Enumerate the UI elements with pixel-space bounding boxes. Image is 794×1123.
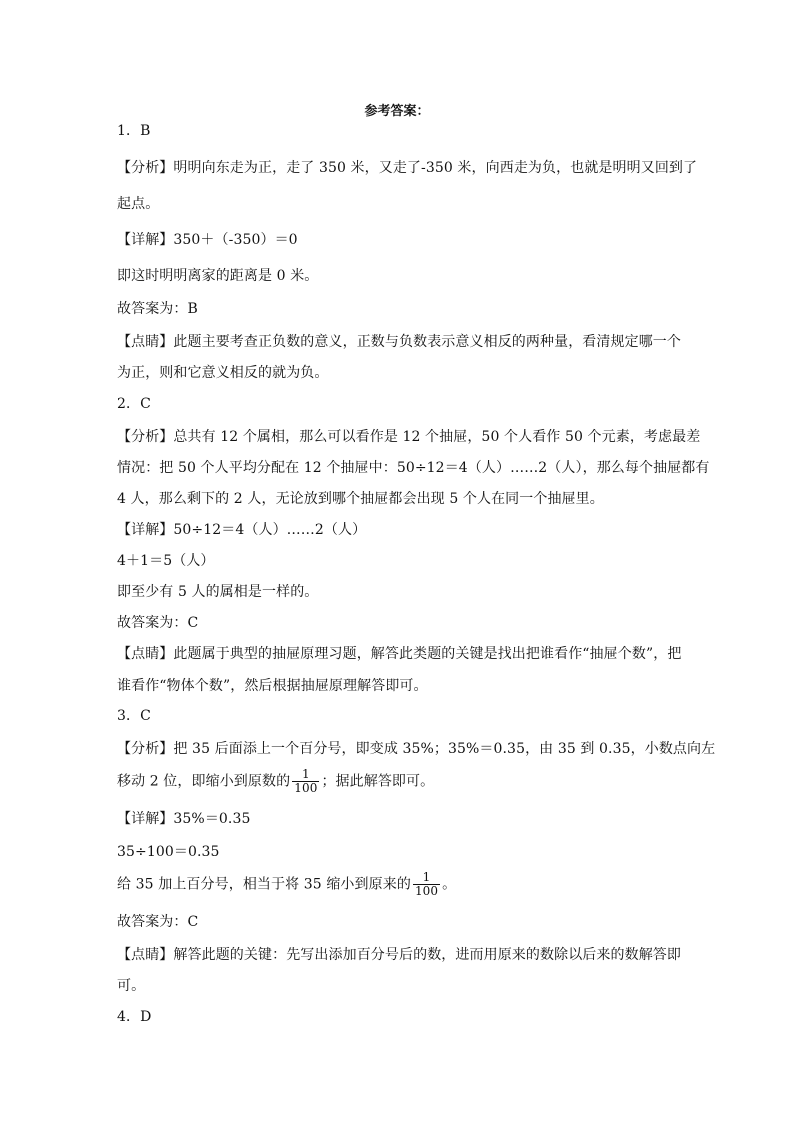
analysis-tag: 【分析】 bbox=[117, 160, 174, 176]
q3-detail-line-3 bbox=[117, 871, 456, 898]
fraction-numerator: 1 bbox=[301, 767, 310, 781]
fraction-numerator: 1 bbox=[422, 870, 431, 884]
analysis-text: 明明向东走为正，走了 350 米，又走了-350 米，向西走为负，也就是明明又回到了 bbox=[173, 160, 698, 176]
q2-analysis-line-3: 4 人，那么剩下的 2 人，无论放到哪个抽屉都会出现 5 个人在同一个抽屉里。 bbox=[117, 491, 604, 507]
q1-detail-line-1 bbox=[117, 231, 298, 249]
q2-detail-line-2: 4＋1＝5（人） bbox=[117, 553, 215, 569]
q1-analysis-line-2: 起点。 bbox=[117, 196, 160, 212]
q3-number: 3．C bbox=[117, 708, 151, 724]
fraction-denominator: 100 bbox=[294, 781, 318, 795]
q3-comment-line-1 bbox=[117, 946, 681, 964]
analysis-text: 把 35 后面添上一个百分号，即变成 35%；35%＝0.35，由 35 到 0.35，小数点向左 bbox=[173, 741, 716, 757]
q1-comment-line-1 bbox=[117, 333, 681, 351]
fraction-one-hundredth bbox=[413, 871, 440, 898]
detail-text: 给 35 加上百分号，相当于将 35 缩小到原来的 bbox=[117, 876, 411, 893]
analysis-text: ；据此解答即可。 bbox=[321, 773, 435, 790]
detail-tag: 【详解】 bbox=[117, 522, 174, 538]
q2-answer: 故答案为：C bbox=[117, 615, 199, 631]
q4-number: 4．D bbox=[117, 1009, 152, 1025]
comment-text: 此题属于典型的抽屉原理习题，解答此类题的关键是找出把谁看作“抽屉个数”，把 bbox=[173, 646, 682, 662]
fraction-one-hundredth bbox=[292, 768, 319, 795]
detail-tag: 【详解】 bbox=[117, 811, 174, 827]
comment-tag: 【点睛】 bbox=[117, 646, 174, 662]
detail-text: 350＋（-350）＝0 bbox=[173, 232, 298, 248]
q1-number: 1．B bbox=[117, 123, 151, 139]
detail-text: 50÷12＝4（人）……2（人） bbox=[173, 522, 367, 538]
q3-detail-line-2: 35÷100＝0.35 bbox=[117, 844, 220, 860]
q2-analysis-line-1 bbox=[117, 428, 700, 446]
analysis-text: 总共有 12 个属相，那么可以看作是 12 个抽屉，50 个人看作 50 个元素，考虑最差 bbox=[173, 429, 701, 445]
q2-comment-line-2: 谁看作“物体个数”，然后根据抽屉原理解答即可。 bbox=[117, 678, 428, 694]
q3-detail-line-1 bbox=[117, 810, 251, 828]
q2-comment-line-1 bbox=[117, 645, 681, 663]
comment-tag: 【点睛】 bbox=[117, 947, 174, 963]
q1-detail-line-2: 即这时明明离家的距离是 0 米。 bbox=[117, 268, 319, 284]
detail-text: 。 bbox=[442, 876, 457, 893]
detail-tag: 【详解】 bbox=[117, 232, 174, 248]
q3-answer: 故答案为：C bbox=[117, 914, 199, 930]
q3-analysis-line-1 bbox=[117, 740, 715, 758]
q3-comment-line-2: 可。 bbox=[117, 978, 146, 994]
q3-analysis-line-2 bbox=[117, 768, 434, 795]
q2-analysis-line-2: 情况：把 50 个人平均分配在 12 个抽屉中：50÷12＝4（人）……2（人），那么每个抽屉都有 bbox=[117, 460, 710, 476]
analysis-text: 移动 2 位，即缩小到原数的 bbox=[117, 773, 291, 790]
comment-text: 此题主要考查正负数的意义，正数与负数表示意义相反的两种量，看清规定哪一个 bbox=[173, 334, 682, 350]
q1-answer: 故答案为：B bbox=[117, 301, 198, 317]
fraction-denominator: 100 bbox=[414, 884, 439, 898]
q2-detail-line-1 bbox=[117, 521, 366, 539]
q1-analysis-line-1 bbox=[117, 159, 697, 177]
analysis-tag: 【分析】 bbox=[117, 741, 174, 757]
comment-text: 解答此题的关键：先写出添加百分号后的数，进而用原来的数除以后来的数解答即 bbox=[173, 947, 682, 963]
detail-text: 35%＝0.35 bbox=[173, 811, 251, 827]
q1-comment-line-2: 为正，则和它意义相反的就为负。 bbox=[117, 365, 329, 381]
q2-detail-line-3: 即至少有 5 人的属相是一样的。 bbox=[117, 584, 319, 600]
page-title: 参考答案： bbox=[364, 104, 430, 119]
analysis-tag: 【分析】 bbox=[117, 429, 174, 445]
q2-number: 2．C bbox=[117, 396, 151, 412]
comment-tag: 【点睛】 bbox=[117, 334, 174, 350]
